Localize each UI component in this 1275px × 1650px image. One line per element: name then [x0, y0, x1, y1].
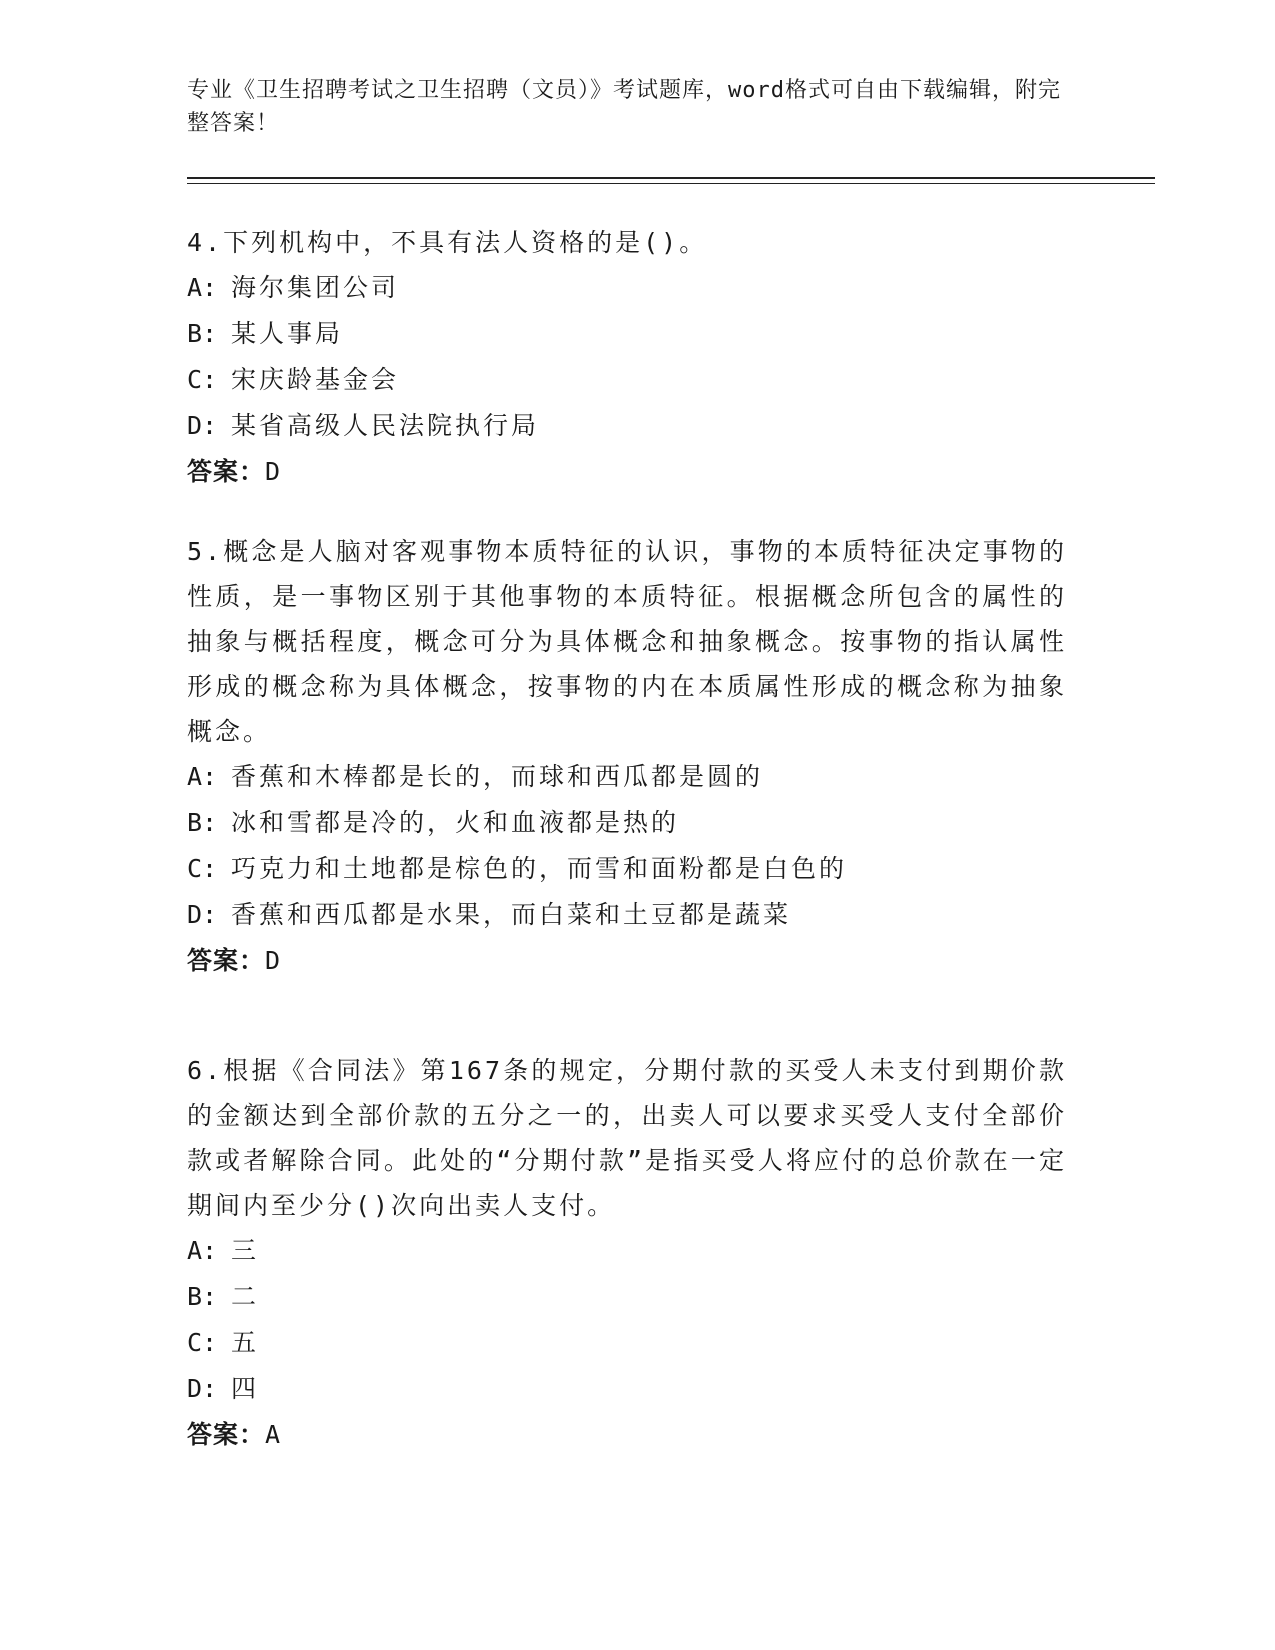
option-key: D: — [187, 411, 218, 440]
header-divider-thick — [187, 177, 1155, 179]
option-text: 三 — [231, 1236, 260, 1265]
option-a — [187, 754, 1067, 800]
option-d — [187, 892, 1067, 938]
option-text: 五 — [231, 1328, 260, 1357]
option-key: A: — [187, 1236, 218, 1265]
option-key: A: — [187, 273, 218, 302]
option-b — [187, 800, 1067, 846]
option-text: 香蕉和木棒都是长的，而球和西瓜都是圆的 — [231, 762, 764, 791]
option-key: A: — [187, 762, 218, 791]
option-key: C: — [187, 1328, 218, 1357]
answer-value: D — [265, 946, 282, 975]
answer-line — [187, 449, 1067, 495]
question-stem: 4.下列机构中，不具有法人资格的是()。 — [187, 228, 708, 257]
header-divider-thin — [187, 183, 1155, 184]
option-key: C: — [187, 854, 218, 883]
option-text: 巧克力和土地都是棕色的，而雪和面粉都是白色的 — [231, 854, 848, 883]
option-b — [187, 311, 1067, 357]
option-key: B: — [187, 319, 218, 348]
option-key: B: — [187, 1282, 218, 1311]
option-text: 某省高级人民法院执行局 — [231, 411, 540, 440]
answer-line — [187, 938, 1067, 984]
answer-value: D — [265, 457, 282, 486]
option-c — [187, 846, 1067, 892]
document-header: 专业《卫生招聘考试之卫生招聘（文员）》考试题库，word格式可自由下载编辑，附完整答案！ — [187, 78, 1061, 136]
option-text: 海尔集团公司 — [231, 273, 400, 302]
option-b — [187, 1274, 1067, 1320]
option-key: D: — [187, 1374, 218, 1403]
option-key: D: — [187, 900, 218, 929]
option-c — [187, 1320, 1067, 1366]
question-6 — [187, 1048, 1067, 1458]
option-a — [187, 1228, 1067, 1274]
option-d — [187, 403, 1067, 449]
answer-value: A — [265, 1420, 282, 1449]
option-text: 四 — [231, 1374, 260, 1403]
option-text: 冰和雪都是冷的，火和血液都是热的 — [231, 808, 680, 837]
question-5 — [187, 529, 1067, 984]
option-c — [187, 357, 1067, 403]
answer-line — [187, 1412, 1067, 1458]
option-key: B: — [187, 808, 218, 837]
option-text: 某人事局 — [231, 319, 344, 348]
option-text: 香蕉和西瓜都是水果，而白菜和土豆都是蔬菜 — [231, 900, 792, 929]
option-text: 二 — [231, 1282, 260, 1311]
option-key: C: — [187, 365, 218, 394]
answer-label: 答案： — [187, 1420, 266, 1449]
question-stem: 6.根据《合同法》第167条的规定，分期付款的买受人未支付到期价款的金额达到全部价款的五分之一的，出卖人可以要求买受人支付全部价款或者解除合同。此处的“分期付款”是指买受人将应付的总价款在一定期间内至少分()次向出卖人支付。 — [187, 1056, 1067, 1220]
option-a — [187, 265, 1067, 311]
answer-label: 答案： — [187, 946, 266, 975]
answer-label: 答案： — [187, 457, 266, 486]
question-stem: 5.概念是人脑对客观事物本质特征的认识，事物的本质特征决定事物的性质，是一事物区别于其他事物的本质特征。根据概念所包含的属性的抽象与概括程度，概念可分为具体概念和抽象概念。按事物的指认属性形成的概念称为具体概念，按事物的内在本质属性形成的概念称为抽象概念。 — [187, 537, 1067, 746]
option-text: 宋庆龄基金会 — [231, 365, 400, 394]
question-4 — [187, 220, 1067, 495]
option-d — [187, 1366, 1067, 1412]
